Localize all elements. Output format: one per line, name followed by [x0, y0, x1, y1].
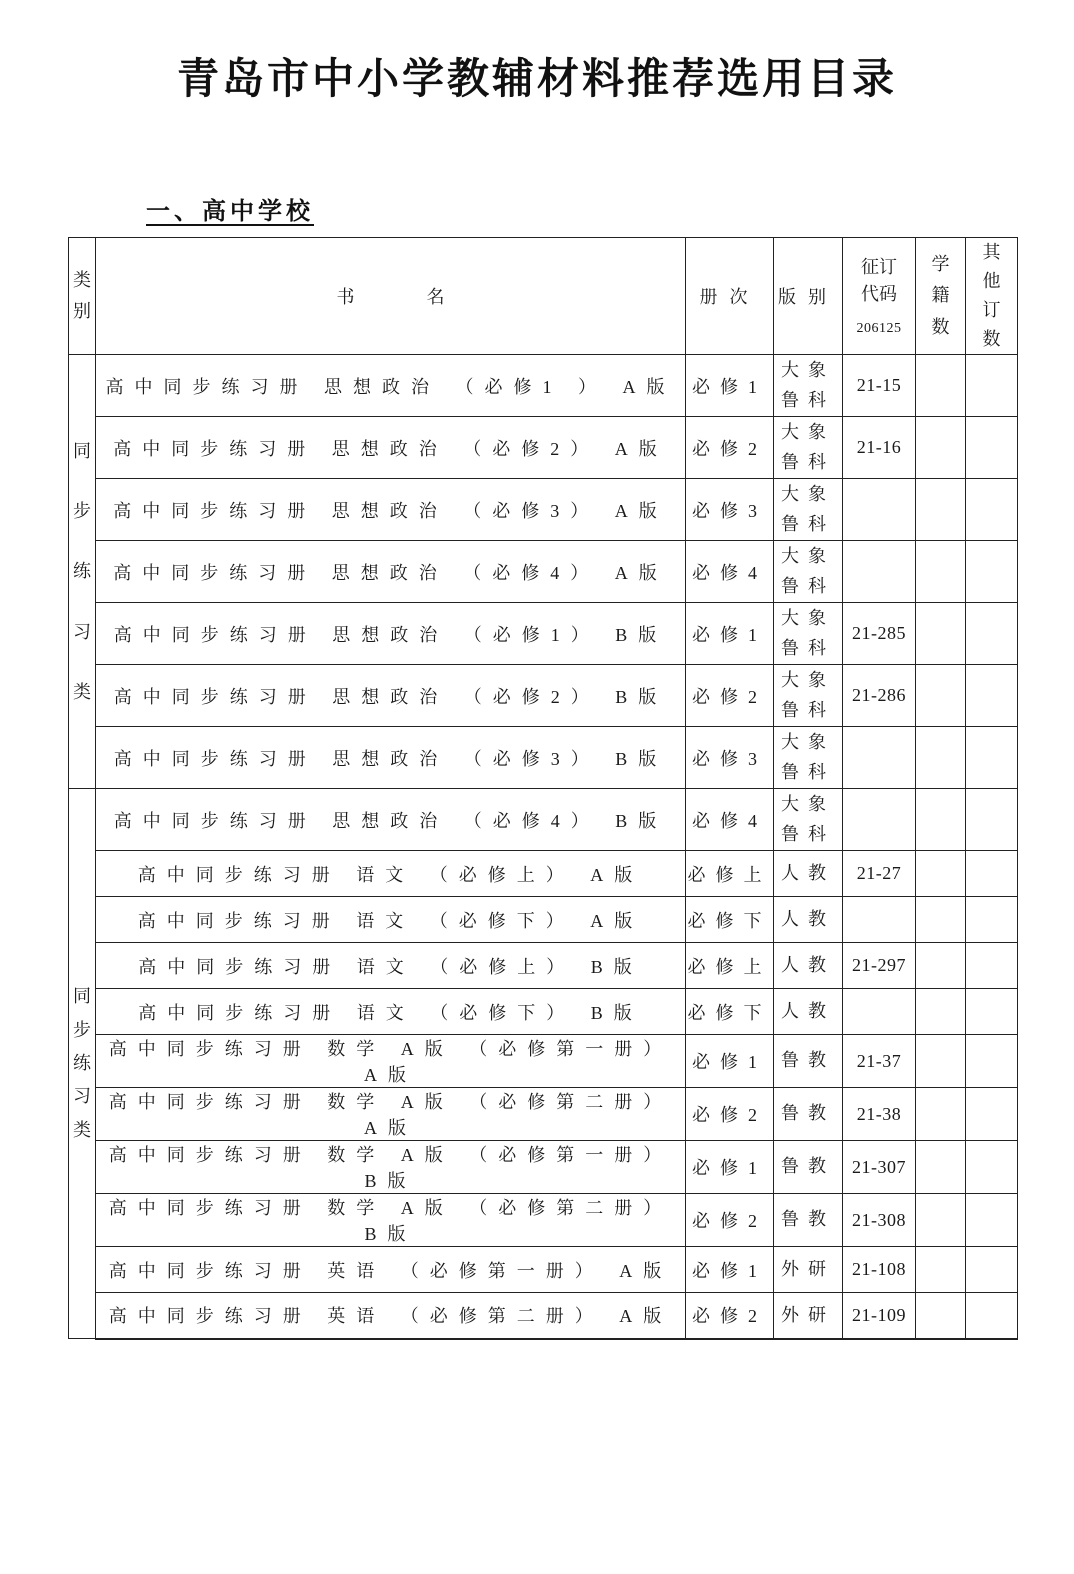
edition-text: 人教 [781, 1000, 835, 1021]
book-name-cell: 高中同步练习册 英语 （必修第二册） A版 [96, 1293, 686, 1339]
order-code-cell: 21-108 [843, 1247, 916, 1293]
student-count-header-label: 学籍数 [931, 253, 950, 337]
edition-cell [774, 541, 843, 603]
other-orders-cell [966, 417, 1018, 479]
student-count-cell [916, 943, 966, 989]
other-orders-cell [966, 1141, 1018, 1194]
volume-cell: 必修2 [686, 1293, 774, 1339]
other-orders-cell [966, 1035, 1018, 1088]
catalog-table [68, 237, 1018, 1340]
category-header-label: 类别 [73, 270, 91, 321]
student-count-cell [916, 897, 966, 943]
edition-cell [774, 417, 843, 479]
order-code-cell: 21-307 [843, 1141, 916, 1194]
volume-cell: 必修2 [686, 1194, 774, 1247]
order-code-cell [843, 727, 916, 789]
edition-cell [774, 727, 843, 789]
edition-text: 大象鲁科 [781, 793, 835, 844]
order-code-cell [843, 479, 916, 541]
other-orders-cell [966, 665, 1018, 727]
volume-cell: 必修3 [686, 479, 774, 541]
column-header-book-name: 书 名 [96, 237, 686, 355]
student-count-cell [916, 665, 966, 727]
column-header-other-orders [966, 237, 1018, 355]
table-row [69, 727, 1018, 789]
order-code-cell [843, 789, 916, 851]
book-name-cell: 高中同步练习册 思想政治 （必修4） B版 [96, 789, 686, 851]
book-name-cell: 高中同步练习册 数学 A版 （必修第二册） A版 [96, 1088, 686, 1141]
order-code-cell: 21-16 [843, 417, 916, 479]
order-code-cell [843, 989, 916, 1035]
edition-cell [774, 1194, 843, 1247]
volume-cell: 必修下 [686, 989, 774, 1035]
edition-text: 鲁教 [781, 1156, 835, 1177]
category-label: 同步练习类 [73, 440, 91, 703]
edition-text: 大象鲁科 [781, 359, 835, 410]
book-name-cell: 高中同步练习册 数学 A版 （必修第一册） A版 [96, 1035, 686, 1088]
edition-text: 鲁教 [781, 1103, 835, 1124]
volume-cell: 必修2 [686, 417, 774, 479]
other-orders-cell [966, 603, 1018, 665]
other-orders-cell [966, 479, 1018, 541]
order-code-cell: 21-27 [843, 851, 916, 897]
volume-cell: 必修1 [686, 1141, 774, 1194]
book-name-cell: 高中同步练习册 语文 （必修下） B版 [96, 989, 686, 1035]
edition-cell [774, 851, 843, 897]
other-orders-cell [966, 1247, 1018, 1293]
table-row [69, 1035, 1018, 1088]
book-name-cell: 高中同步练习册 思想政治 （必修3） A版 [96, 479, 686, 541]
other-orders-cell [966, 789, 1018, 851]
volume-cell: 必修上 [686, 851, 774, 897]
edition-text: 大象鲁科 [781, 421, 835, 472]
table-row [69, 603, 1018, 665]
edition-text: 大象鲁科 [781, 731, 835, 782]
edition-text: 外研 [781, 1258, 835, 1279]
column-header-edition: 版别 [774, 237, 843, 355]
student-count-cell [916, 541, 966, 603]
edition-text: 大象鲁科 [781, 607, 835, 658]
table-row [69, 355, 1018, 417]
book-name-cell: 高中同步练习册 数学 A版 （必修第二册） B版 [96, 1194, 686, 1247]
category-label: 同步练习类 [73, 986, 91, 1140]
column-header-volume: 册次 [686, 237, 774, 355]
order-code-header-label: 征订代码 [860, 257, 897, 305]
volume-cell: 必修1 [686, 1035, 774, 1088]
volume-cell: 必修1 [686, 1247, 774, 1293]
book-name-cell: 高中同步练习册 思想政治 （必修1） B版 [96, 603, 686, 665]
table-row [69, 789, 1018, 851]
other-orders-cell [966, 943, 1018, 989]
student-count-cell [916, 355, 966, 417]
other-orders-header-label: 其他订数 [982, 241, 1001, 349]
edition-cell [774, 789, 843, 851]
table-row [69, 417, 1018, 479]
column-header-category [69, 237, 96, 355]
book-name-cell: 高中同步练习册 语文 （必修上） B版 [96, 943, 686, 989]
edition-text: 外研 [781, 1304, 835, 1325]
other-orders-cell [966, 851, 1018, 897]
column-header-order-code [843, 237, 916, 355]
edition-cell [774, 897, 843, 943]
book-name-cell: 高中同步练习册 思想政治 （必修2） A版 [96, 417, 686, 479]
edition-text: 鲁教 [781, 1209, 835, 1230]
edition-text: 鲁教 [781, 1050, 835, 1071]
edition-text: 大象鲁科 [781, 545, 835, 596]
table-row [69, 665, 1018, 727]
edition-cell [774, 1293, 843, 1339]
other-orders-cell [966, 897, 1018, 943]
book-name-cell: 高中同步练习册 英语 （必修第一册） A版 [96, 1247, 686, 1293]
edition-cell [774, 665, 843, 727]
table-row [69, 989, 1018, 1035]
table-row [69, 943, 1018, 989]
edition-cell [774, 479, 843, 541]
other-orders-cell [966, 541, 1018, 603]
order-code-cell: 21-308 [843, 1194, 916, 1247]
book-name-cell: 高中同步练习册 思想政治 （必修1 ） A版 [96, 355, 686, 417]
student-count-cell [916, 1194, 966, 1247]
order-code-cell: 21-285 [843, 603, 916, 665]
student-count-cell [916, 1035, 966, 1088]
student-count-cell [916, 417, 966, 479]
student-count-cell [916, 1141, 966, 1194]
table-row [69, 851, 1018, 897]
edition-cell [774, 1035, 843, 1088]
volume-cell: 必修3 [686, 727, 774, 789]
student-count-cell [916, 1293, 966, 1339]
volume-cell: 必修上 [686, 943, 774, 989]
order-code-cell: 21-15 [843, 355, 916, 417]
edition-text: 人教 [781, 954, 835, 975]
table-header-row [69, 237, 1018, 355]
student-count-cell [916, 989, 966, 1035]
edition-text: 大象鲁科 [781, 483, 835, 534]
other-orders-cell [966, 1088, 1018, 1141]
other-orders-cell [966, 1293, 1018, 1339]
table-row [69, 479, 1018, 541]
category-cell [69, 355, 96, 789]
category-cell [69, 789, 96, 1339]
edition-cell [774, 989, 843, 1035]
edition-cell [774, 1247, 843, 1293]
book-name-cell: 高中同步练习册 语文 （必修上） A版 [96, 851, 686, 897]
volume-cell: 必修4 [686, 541, 774, 603]
order-code-cell: 21-38 [843, 1088, 916, 1141]
other-orders-cell [966, 727, 1018, 789]
order-code-cell: 21-286 [843, 665, 916, 727]
order-code-cell [843, 541, 916, 603]
volume-cell: 必修4 [686, 789, 774, 851]
order-code-cell: 21-297 [843, 943, 916, 989]
student-count-cell [916, 727, 966, 789]
other-orders-cell [966, 989, 1018, 1035]
volume-cell: 必修2 [686, 665, 774, 727]
student-count-cell [916, 1088, 966, 1141]
book-name-cell: 高中同步练习册 数学 A版 （必修第一册） B版 [96, 1141, 686, 1194]
book-name-cell: 高中同步练习册 思想政治 （必修3） B版 [96, 727, 686, 789]
other-orders-cell [966, 355, 1018, 417]
table-row [69, 541, 1018, 603]
book-name-cell: 高中同步练习册 语文 （必修下） A版 [96, 897, 686, 943]
order-code-header-number: 206125 [856, 321, 902, 337]
volume-cell: 必修1 [686, 355, 774, 417]
table-row [69, 1194, 1018, 1247]
other-orders-cell [966, 1194, 1018, 1247]
order-code-cell: 21-37 [843, 1035, 916, 1088]
edition-cell [774, 603, 843, 665]
edition-cell [774, 943, 843, 989]
page-title: 青岛市中小学教辅材料推荐选用目录 [176, 57, 897, 103]
edition-text: 人教 [781, 908, 835, 929]
table-body [69, 355, 1018, 1339]
table-row [69, 1247, 1018, 1293]
order-code-cell [843, 897, 916, 943]
volume-cell: 必修2 [686, 1088, 774, 1141]
book-name-cell: 高中同步练习册 思想政治 （必修4） A版 [96, 541, 686, 603]
edition-cell [774, 355, 843, 417]
student-count-cell [916, 1247, 966, 1293]
volume-cell: 必修下 [686, 897, 774, 943]
table-row [69, 1088, 1018, 1141]
section-heading: 一、高中学校 [146, 198, 314, 225]
table-row [69, 1141, 1018, 1194]
student-count-cell [916, 789, 966, 851]
book-name-cell: 高中同步练习册 思想政治 （必修2） B版 [96, 665, 686, 727]
edition-text: 人教 [781, 862, 835, 883]
edition-cell [774, 1141, 843, 1194]
edition-cell [774, 1088, 843, 1141]
student-count-cell [916, 851, 966, 897]
edition-text: 大象鲁科 [781, 669, 835, 720]
column-header-student-count [916, 237, 966, 355]
student-count-cell [916, 603, 966, 665]
volume-cell: 必修1 [686, 603, 774, 665]
student-count-cell [916, 479, 966, 541]
table-row [69, 1293, 1018, 1339]
order-code-cell: 21-109 [843, 1293, 916, 1339]
table-row [69, 897, 1018, 943]
